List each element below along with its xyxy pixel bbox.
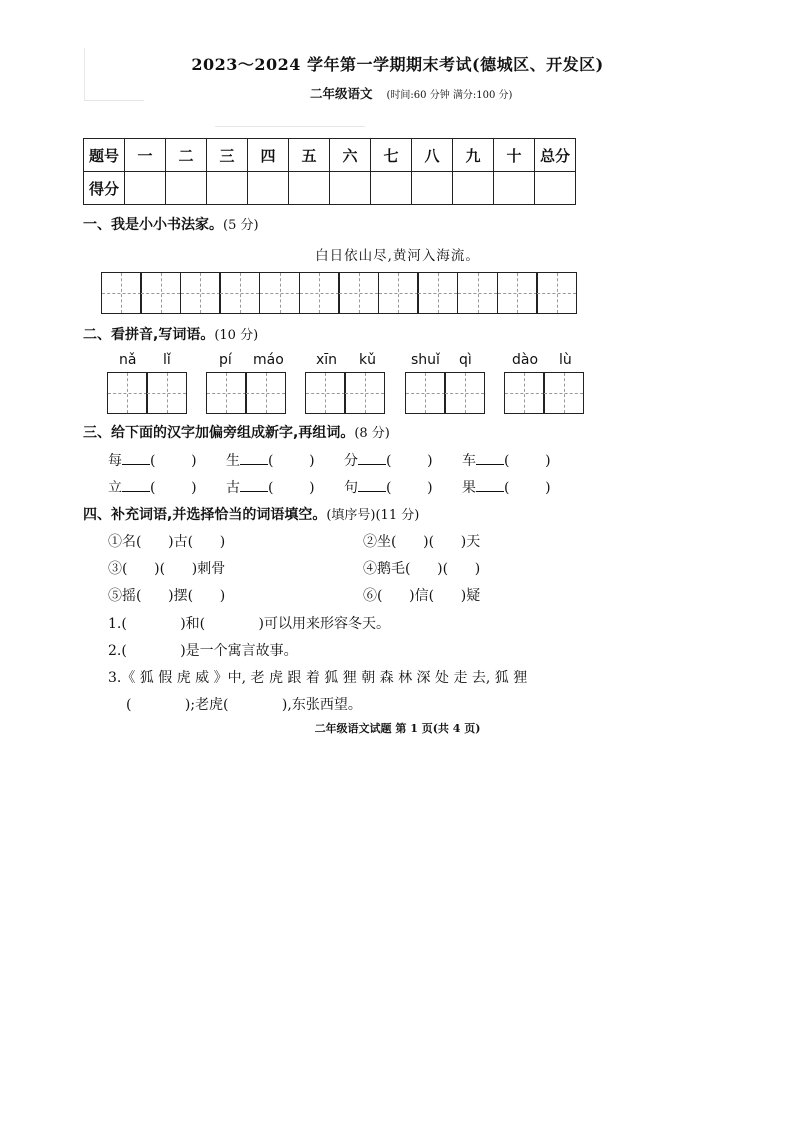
pinyin: máo — [253, 352, 284, 368]
q3-paren[interactable]: ( ) — [150, 480, 197, 496]
q3-paren[interactable]: ( ) — [504, 480, 551, 496]
pinyin: lù — [559, 352, 572, 368]
answer-blank[interactable] — [358, 452, 386, 465]
q4-item[interactable]: ①名( )古( ) — [108, 534, 226, 550]
score-header-cell: 二 — [166, 139, 207, 172]
writing-cell[interactable] — [338, 272, 379, 314]
exam-meta: (时间:60 分钟 满分:100 分) — [386, 90, 513, 101]
q3-title: 三、给下面的汉字加偏旁组成新字,再组词。 — [83, 425, 355, 441]
score-cell[interactable] — [207, 172, 248, 205]
q3-heading — [83, 422, 390, 442]
q2-heading — [83, 324, 258, 344]
score-cell[interactable] — [453, 172, 494, 205]
score-cell[interactable] — [371, 172, 412, 205]
score-header-cell: 四 — [248, 139, 289, 172]
score-table — [83, 138, 576, 205]
q1-poem: 白日依山尽,黄河入海流。 — [315, 248, 480, 264]
score-header-cell: 题号 — [84, 139, 125, 172]
writing-cell[interactable] — [305, 372, 346, 414]
writing-cell[interactable] — [405, 372, 446, 414]
answer-blank[interactable] — [476, 452, 504, 465]
score-cell[interactable] — [330, 172, 371, 205]
score-header-cell: 一 — [125, 139, 166, 172]
score-cell[interactable] — [412, 172, 453, 205]
q4-sentence-3: 3.《 狐 假 虎 威 》中, 老 虎 跟 着 狐 狸 朝 森 林 深 处 走 去, 狐 狸 — [108, 670, 528, 686]
q3-paren[interactable]: ( ) — [268, 453, 315, 469]
q3-item — [226, 450, 315, 470]
q3-points: (8 分) — [354, 426, 390, 441]
q3-char: 分 — [344, 453, 358, 469]
margin-line — [84, 100, 144, 101]
score-header-cell: 七 — [371, 139, 412, 172]
score-header-cell: 五 — [289, 139, 330, 172]
answer-blank[interactable] — [240, 479, 268, 492]
q3-item — [108, 477, 197, 497]
writing-cell[interactable] — [259, 272, 300, 314]
q3-char: 立 — [108, 480, 122, 496]
q3-paren[interactable]: ( ) — [386, 480, 433, 496]
pinyin: shuǐ — [411, 352, 440, 368]
pinyin: nǎ — [119, 352, 137, 368]
subject-label: 二年级语文 — [310, 86, 373, 101]
page-footer: 二年级语文试题 第 1 页(共 4 页) — [314, 722, 481, 735]
score-cell[interactable] — [166, 172, 207, 205]
pinyin: pí — [219, 352, 232, 368]
pinyin: xīn — [316, 352, 338, 368]
q4-sentence-2[interactable]: 2.( )是一个寓言故事。 — [108, 643, 298, 659]
writing-cell[interactable] — [299, 272, 340, 314]
score-row-label: 得分 — [84, 172, 125, 205]
q3-paren[interactable]: ( ) — [386, 453, 433, 469]
writing-cell[interactable] — [536, 272, 577, 314]
q4-sentence-3-cont[interactable]: ( );老虎( ),东张西望。 — [126, 697, 362, 713]
q2-grid — [406, 372, 485, 414]
score-cell[interactable] — [494, 172, 535, 205]
score-table-header-row — [84, 139, 576, 172]
q4-item[interactable]: ③( )( )刺骨 — [108, 561, 226, 577]
q4-sentence-1[interactable]: 1.( )和( )可以用来形容冬天。 — [108, 616, 391, 632]
writing-cell[interactable] — [543, 372, 584, 414]
q4-title: 四、补充词语,并选择恰当的词语填空。 — [83, 507, 327, 523]
q3-item — [344, 450, 433, 470]
q2-grid — [108, 372, 187, 414]
q2-grid — [207, 372, 286, 414]
q1-writing-grid — [102, 272, 577, 314]
writing-cell[interactable] — [378, 272, 419, 314]
writing-cell[interactable] — [457, 272, 498, 314]
writing-cell[interactable] — [180, 272, 221, 314]
q3-paren[interactable]: ( ) — [268, 480, 315, 496]
writing-cell[interactable] — [417, 272, 458, 314]
q3-item — [462, 450, 551, 470]
pinyin: kǔ — [359, 352, 376, 368]
pinyin: dào — [512, 352, 539, 368]
q4-heading — [83, 504, 419, 524]
exam-subtitle — [310, 84, 512, 102]
q3-paren[interactable]: ( ) — [504, 453, 551, 469]
q2-title: 二、看拼音,写词语。 — [83, 327, 215, 343]
q3-char: 每 — [108, 453, 122, 469]
q1-heading — [83, 214, 259, 234]
answer-blank[interactable] — [358, 479, 386, 492]
q3-char: 生 — [226, 453, 240, 469]
answer-blank[interactable] — [122, 452, 150, 465]
score-header-cell: 六 — [330, 139, 371, 172]
exam-title: 2023～2024 学年第一学期期末考试(德城区、开发区) — [191, 55, 604, 74]
writing-cell[interactable] — [497, 272, 538, 314]
writing-cell[interactable] — [140, 272, 181, 314]
writing-cell[interactable] — [219, 272, 260, 314]
q3-paren[interactable]: ( ) — [150, 453, 197, 469]
writing-cell[interactable] — [504, 372, 545, 414]
q4-item[interactable]: ②坐( )( )天 — [363, 534, 481, 550]
pinyin: lǐ — [163, 352, 171, 368]
q3-char: 果 — [462, 480, 476, 496]
answer-blank[interactable] — [122, 479, 150, 492]
q4-item[interactable]: ④鹅毛( )( ) — [363, 561, 481, 577]
q3-item — [462, 477, 551, 497]
score-cell[interactable] — [125, 172, 166, 205]
score-header-cell: 八 — [412, 139, 453, 172]
answer-blank[interactable] — [476, 479, 504, 492]
score-cell[interactable] — [535, 172, 576, 205]
q3-item — [344, 477, 433, 497]
score-header-cell: 总分 — [535, 139, 576, 172]
q1-points: (5 分) — [223, 218, 259, 233]
q4-item[interactable]: ⑥( )信( )疑 — [363, 588, 481, 604]
writing-cell[interactable] — [146, 372, 187, 414]
score-cell[interactable] — [248, 172, 289, 205]
q4-points: (填序号)(11 分) — [326, 508, 420, 523]
q3-item — [226, 477, 315, 497]
answer-blank[interactable] — [240, 452, 268, 465]
q3-char: 古 — [226, 480, 240, 496]
writing-cell[interactable] — [107, 372, 148, 414]
q1-title: 一、我是小小书法家。 — [83, 217, 223, 233]
pinyin: qì — [459, 352, 472, 368]
writing-cell[interactable] — [344, 372, 385, 414]
writing-cell[interactable] — [444, 372, 485, 414]
score-table-score-row — [84, 172, 576, 205]
score-header-cell: 十 — [494, 139, 535, 172]
writing-cell[interactable] — [245, 372, 286, 414]
q3-char: 句 — [344, 480, 358, 496]
margin-line — [215, 126, 365, 127]
q4-item[interactable]: ⑤摇( )摆( ) — [108, 588, 226, 604]
q2-points: (10 分) — [214, 328, 259, 343]
writing-cell[interactable] — [101, 272, 142, 314]
q2-grid — [306, 372, 385, 414]
q3-item — [108, 450, 197, 470]
score-header-cell: 九 — [453, 139, 494, 172]
q3-char: 车 — [462, 453, 476, 469]
writing-cell[interactable] — [206, 372, 247, 414]
score-header-cell: 三 — [207, 139, 248, 172]
score-cell[interactable] — [289, 172, 330, 205]
q2-grid — [505, 372, 584, 414]
